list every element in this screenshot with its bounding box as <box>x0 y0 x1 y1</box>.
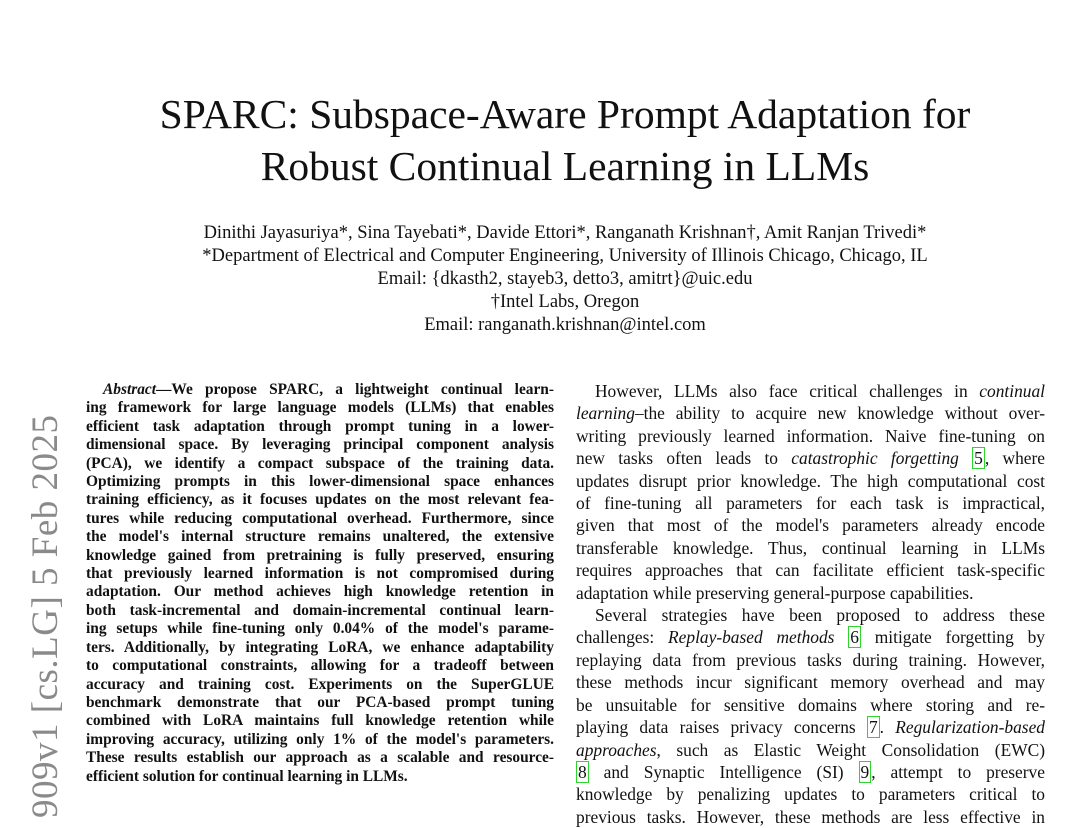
citation-link[interactable]: 8 <box>578 761 587 782</box>
body-line: approaches, such as Elastic Weight Consolidation (EWC) <box>576 739 1045 760</box>
abstract-line: efficient task adaptation through prompt tuning in a lower- <box>86 417 554 435</box>
body-line: of fine-tuning all parameters for each task is impractical, <box>576 493 1045 514</box>
abstract-line: ters. Additionally, by integrating LoRA, we enhance adaptability <box>86 638 554 656</box>
citation-link[interactable]: 9 <box>860 761 870 782</box>
abstract <box>86 381 554 786</box>
abstract-line: adaptation. Our method achieves high knowledge retention in <box>86 583 554 601</box>
body-line: learning–the ability to acquire new knowledge without over- <box>576 403 1045 424</box>
abstract-line: that previously learned information is not compromised during <box>86 565 554 583</box>
abstract-line: accuracy and training cost. Experiments on the SuperGLUE <box>86 675 554 693</box>
abstract-line: to computational constraints, allowing for a tradeoff between <box>86 657 554 675</box>
citation-link[interactable]: 5 <box>974 448 983 469</box>
body-line: However, LLMs also face critical challenges in continual <box>595 381 1045 401</box>
abstract-line: the model's internal structure remains unaltered, the extensive <box>86 528 554 546</box>
abstract-line: benchmark demonstrate that our PCA-based prompt tuning <box>86 693 554 711</box>
body-line: requires approaches that can facilitate efficient task-specific <box>576 560 1045 581</box>
title-line-1: SPARC: Subspace-Aware Prompt Adaptation for <box>159 91 971 137</box>
body-column-right <box>576 380 1045 828</box>
email-uic: Email: {dkasth2, stayeb3, detto3, amitrt}@uic.edu <box>377 269 753 289</box>
citation-link[interactable]: 7 <box>868 717 878 738</box>
abstract-line: improving accuracy, utilizing only 1% of the model's parameters. <box>86 730 554 748</box>
title-line-2: Robust Continual Learning in LLMs <box>260 143 870 189</box>
body-line: transferable knowledge. Thus, continual learning in LLMs <box>576 537 1045 558</box>
abstract-line: both task-incremental and domain-incremental continual learn- <box>86 601 554 619</box>
abstract-line: Abstract—We propose SPARC, a lightweight continual learn- <box>103 381 554 398</box>
body-line: updates disrupt prior knowledge. The high computational cost <box>576 470 1045 491</box>
paper-title <box>0 88 1090 192</box>
body-line: 8 and Synaptic Intelligence (SI) 9 , attempt to preserve <box>578 761 1045 782</box>
abstract-line: dimensional space. By leveraging principal component analysis <box>86 436 554 454</box>
body-line: replaying data from previous tasks during training. However, <box>576 649 1045 670</box>
body-line: given that most of the model's parameters already encode <box>576 515 1045 536</box>
abstract-line: efficient solution for continual learning in LLMs. <box>86 767 408 785</box>
affiliation-intel: †Intel Labs, Oregon <box>490 292 640 312</box>
abstract-label: Abstract <box>103 381 157 398</box>
author-block <box>0 222 1090 337</box>
body-line: be unsuitable for sensitive domains where storing and re- <box>576 694 1045 715</box>
abstract-line: These results establish our approach as a scalable and resource- <box>86 749 554 767</box>
abstract-line: tures while reducing computational overhead. Furthermore, since <box>86 509 554 527</box>
body-line: knowledge by penalizing updates to parameters critical to <box>576 784 1045 805</box>
abstract-line: ing framework for large language models (LLMs) that enables <box>86 399 554 417</box>
citation-link[interactable]: 6 <box>850 627 859 648</box>
body-line: writing previously learned information. Naive fine-tuning on <box>576 425 1045 446</box>
affiliation-uic: *Department of Electrical and Computer Engineering, University of Illinois Chicago, Chicago, IL <box>202 246 928 266</box>
email-intel: Email: ranganath.krishnan@intel.com <box>424 315 706 335</box>
body-line: challenges: Replay-based methods 6 mitigate forgetting by <box>576 627 1046 648</box>
body-line: previous tasks. However, these methods are less effective in <box>576 806 1045 827</box>
arxiv-sidebar-stamp: 909v1 [cs.LG] 5 Feb 2025 <box>25 414 66 818</box>
body-line: adaptation while preserving general-purpose capabilities. <box>576 582 974 603</box>
author-list: Dinithi Jayasuriya*, Sina Tayebati*, Davide Ettori*, Ranganath Krishnan†, Amit Ranjan Trivedi* <box>203 223 927 243</box>
abstract-line: ing setups while fine-tuning only 0.04% of the model's parame- <box>86 620 554 638</box>
abstract-line: training efficiency, as it focuses updates on the most relevant fea- <box>86 491 554 509</box>
abstract-line: Optimizing prompts in this lower-dimensional space enhances <box>86 473 554 491</box>
body-line: Several strategies have been proposed to address these <box>595 605 1045 626</box>
abstract-line: knowledge gained from pretraining is fully preserved, ensuring <box>86 546 554 564</box>
abstract-line: (PCA), we identify a compact subspace of the training data. <box>86 454 554 472</box>
body-line: playing data raises privacy concerns 7 . Regularization-based <box>576 717 1045 738</box>
abstract-line: combined with LoRA maintains full knowledge retention while <box>86 712 554 730</box>
body-line: new tasks often leads to catastrophic forgetting 5 , where <box>576 448 1045 469</box>
body-line: these methods incur significant memory overhead and may <box>576 672 1045 693</box>
